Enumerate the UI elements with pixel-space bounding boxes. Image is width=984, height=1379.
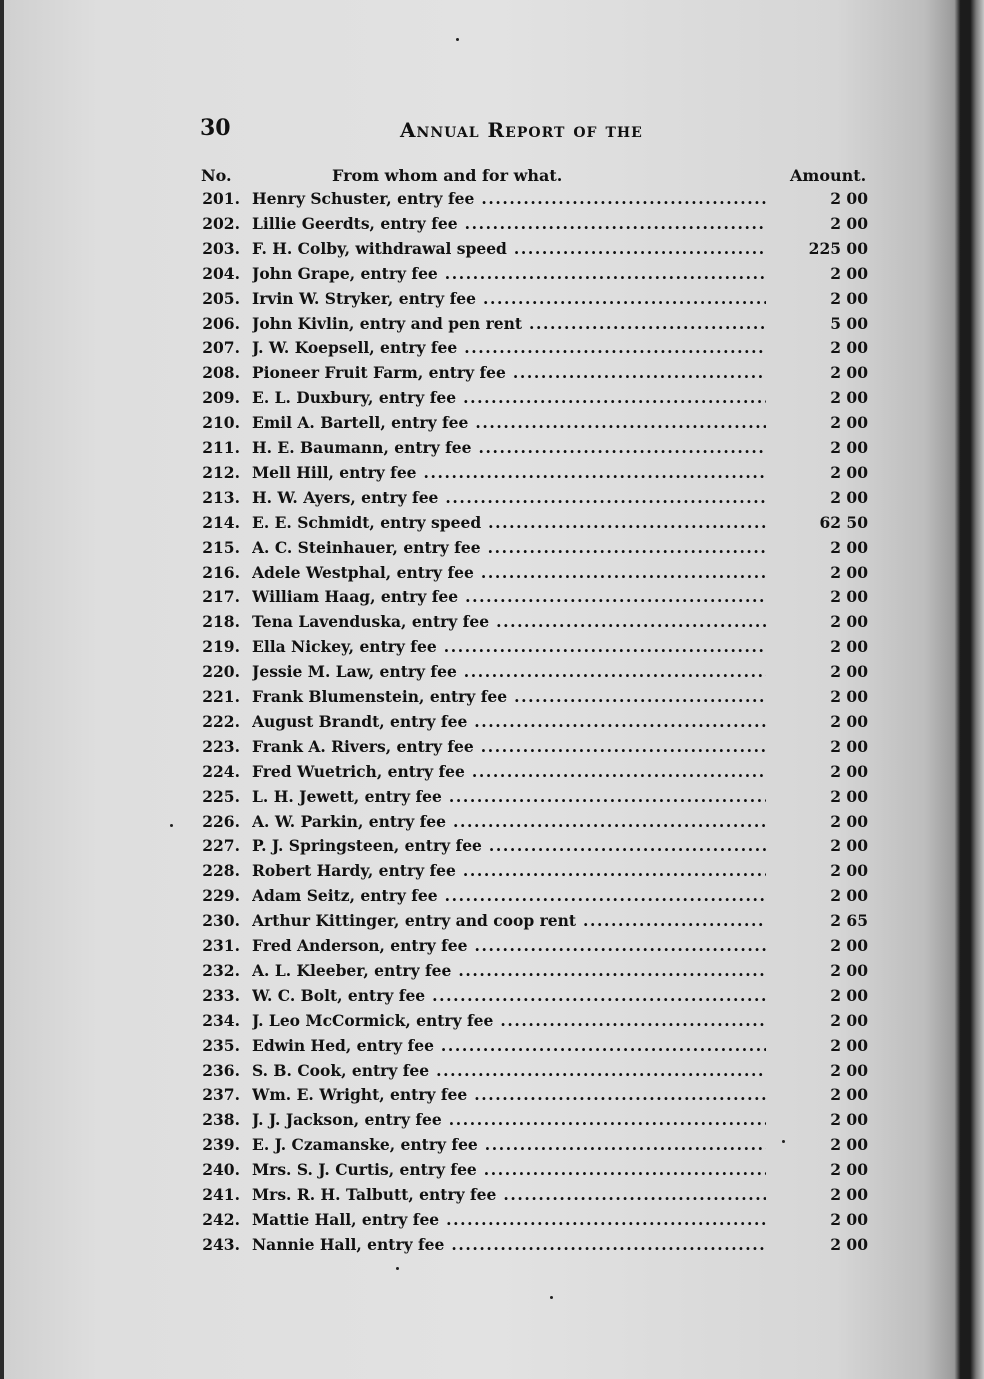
entry-number: 226. — [202, 811, 240, 831]
table-row — [0, 1235, 984, 1257]
entry-number: 240. — [202, 1160, 240, 1180]
entry-amount: 2 00 — [830, 1060, 868, 1080]
entry-description: Adam Seitz, entry fee ..... — [252, 886, 766, 905]
entry-number: 208. — [202, 363, 240, 383]
entry-amount: 2 00 — [830, 263, 868, 283]
entry-amount: 62 50 — [819, 512, 868, 532]
print-speck — [170, 824, 173, 827]
entry-description: H. E. Baumann, entry fee ..... — [252, 438, 766, 457]
entry-description: L. H. Jewett, entry fee ..... — [252, 787, 766, 806]
entry-amount: 2 00 — [830, 1135, 868, 1155]
entry-amount: 2 00 — [830, 761, 868, 781]
entry-description: Mattie Hall, entry fee ..... — [252, 1210, 766, 1229]
table-row — [0, 1160, 984, 1182]
entry-amount: 2 00 — [830, 1085, 868, 1105]
entry-description: Henry Schuster, entry fee ..... — [252, 189, 766, 208]
table-row — [0, 1036, 984, 1058]
entry-number: 217. — [202, 587, 240, 607]
table-row — [0, 1135, 984, 1157]
entry-number: 241. — [202, 1185, 240, 1204]
table-row — [0, 687, 984, 709]
entry-number: 214. — [202, 512, 240, 532]
entry-description: Jessie M. Law, entry fee ..... — [252, 662, 766, 681]
table-row — [0, 861, 984, 883]
entry-number: 207. — [202, 338, 240, 358]
table-row — [0, 413, 984, 435]
entry-amount: 2 00 — [830, 487, 868, 507]
entry-amount: 5 00 — [830, 313, 868, 333]
entry-number: 230. — [202, 911, 240, 931]
entry-description: Edwin Hed, entry fee ..... — [252, 1036, 766, 1055]
table-row — [0, 637, 984, 659]
entry-description: Fred Wuetrich, entry fee ..... — [252, 762, 766, 781]
table-row — [0, 886, 984, 908]
entry-amount: 2 00 — [830, 438, 868, 457]
entry-description: Mell Hill, entry fee ..... — [252, 463, 766, 482]
entry-number: 236. — [202, 1060, 240, 1080]
entry-amount: 2 00 — [830, 637, 868, 657]
entry-description: John Kivlin, entry and pen rent ..... — [252, 314, 766, 333]
table-row — [0, 264, 984, 286]
entry-description: J. J. Jackson, entry fee ..... — [252, 1110, 766, 1129]
entry-number: 204. — [202, 263, 240, 283]
entry-amount: 2 00 — [830, 662, 868, 682]
entry-number: 212. — [202, 462, 240, 482]
print-speck — [782, 1140, 785, 1143]
entry-description: F. H. Colby, withdrawal speed ..... — [252, 239, 766, 258]
entry-amount: 2 00 — [830, 687, 868, 706]
entry-number: 222. — [202, 711, 240, 731]
table-row — [0, 513, 984, 535]
entry-amount: 2 00 — [830, 388, 868, 408]
table-row — [0, 812, 984, 834]
entry-number: 227. — [202, 836, 240, 856]
entry-amount: 2 00 — [830, 960, 868, 980]
entry-amount: 2 00 — [830, 1160, 868, 1180]
table-row — [0, 438, 984, 460]
entry-description: E. J. Czamanske, entry fee ..... — [252, 1135, 766, 1154]
table-row — [0, 214, 984, 236]
table-row — [0, 239, 984, 261]
entry-number: 211. — [202, 438, 240, 457]
entry-number: 229. — [202, 886, 240, 906]
column-header-amount: Amount. — [790, 166, 867, 185]
entry-description: Emil A. Bartell, entry fee ..... — [252, 413, 766, 432]
entry-number: 234. — [202, 1010, 240, 1030]
table-row — [0, 338, 984, 360]
table-row — [0, 1085, 984, 1107]
entry-description: Frank A. Rivers, entry fee ..... — [252, 737, 766, 756]
entry-amount: 2 00 — [830, 1185, 868, 1204]
entry-number: 215. — [202, 537, 240, 557]
entry-amount: 2 00 — [830, 1035, 868, 1055]
entry-amount: 2 00 — [830, 612, 868, 632]
entry-amount: 225 00 — [808, 238, 868, 258]
table-row — [0, 911, 984, 933]
table-row — [0, 762, 984, 784]
entry-number: 242. — [202, 1209, 240, 1229]
table-row — [0, 662, 984, 684]
table-row — [0, 538, 984, 560]
print-speck — [550, 1296, 553, 1299]
entry-amount: 2 00 — [830, 462, 868, 482]
entry-description: P. J. Springsteen, entry fee ..... — [252, 836, 766, 855]
table-row — [0, 612, 984, 634]
entry-number: 228. — [202, 861, 240, 881]
table-row — [0, 712, 984, 734]
table-row — [0, 363, 984, 385]
entry-number: 232. — [202, 960, 240, 980]
entry-amount: 2 00 — [830, 338, 868, 358]
entry-number: 202. — [202, 213, 240, 233]
entry-description: Fred Anderson, entry fee ..... — [252, 936, 766, 955]
entry-description: William Haag, entry fee ..... — [252, 587, 766, 606]
entry-amount: 2 00 — [830, 936, 868, 955]
print-speck — [456, 38, 459, 41]
entry-number: 201. — [202, 189, 240, 208]
entry-number: 243. — [202, 1234, 240, 1254]
table-row — [0, 563, 984, 585]
entry-description: Arthur Kittinger, entry and coop rent ..... — [252, 911, 766, 930]
entry-number: 219. — [202, 637, 240, 657]
entry-amount: 2 00 — [830, 189, 868, 208]
entry-description: August Brandt, entry fee ..... — [252, 712, 766, 731]
entry-amount: 2 00 — [830, 413, 868, 433]
entry-number: 239. — [202, 1135, 240, 1155]
table-row — [0, 787, 984, 809]
entry-amount: 2 00 — [830, 213, 868, 233]
entry-number: 225. — [202, 786, 240, 806]
table-row — [0, 189, 984, 211]
entry-amount: 2 00 — [830, 587, 868, 607]
entry-number: 213. — [202, 487, 240, 507]
running-title: Annual Report of the — [400, 118, 643, 142]
entry-amount: 2 00 — [830, 537, 868, 557]
table-row — [0, 961, 984, 983]
entry-number: 216. — [202, 562, 240, 582]
entry-amount: 2 00 — [830, 288, 868, 308]
page-number: 30 — [200, 115, 231, 141]
print-speck — [396, 1267, 399, 1270]
entry-number: 220. — [202, 662, 240, 682]
column-header-no: No. — [201, 166, 232, 185]
table-row — [0, 1210, 984, 1232]
entry-description: John Grape, entry fee ..... — [252, 264, 766, 283]
entry-description: E. E. Schmidt, entry speed ..... — [252, 513, 766, 532]
table-row — [0, 314, 984, 336]
entry-number: 223. — [202, 736, 240, 756]
entry-amount: 2 00 — [830, 1010, 868, 1030]
table-row — [0, 1011, 984, 1033]
entry-number: 218. — [202, 612, 240, 632]
table-row — [0, 289, 984, 311]
entry-amount: 2 00 — [830, 786, 868, 806]
entry-description: H. W. Ayers, entry fee ..... — [252, 488, 766, 507]
table-row — [0, 463, 984, 485]
table-row — [0, 986, 984, 1008]
entry-amount: 2 00 — [830, 886, 868, 906]
entry-description: A. W. Parkin, entry fee ..... — [252, 812, 766, 831]
entry-number: 238. — [202, 1110, 240, 1130]
entry-description: J. Leo McCormick, entry fee ..... — [252, 1011, 766, 1030]
table-row — [0, 836, 984, 858]
entry-amount: 2 00 — [830, 861, 868, 881]
entry-amount: 2 00 — [830, 836, 868, 856]
table-row — [0, 488, 984, 510]
entry-description: W. C. Bolt, entry fee ..... — [252, 986, 766, 1005]
entry-number: 237. — [202, 1085, 240, 1105]
entry-number: 233. — [202, 985, 240, 1005]
entry-description: Mrs. R. H. Talbutt, entry fee ..... — [252, 1185, 766, 1204]
entry-amount: 2 00 — [830, 711, 868, 731]
table-row — [0, 1185, 984, 1207]
entry-amount: 2 00 — [830, 1110, 868, 1130]
entry-description: J. W. Koepsell, entry fee ..... — [252, 338, 766, 357]
entry-number: 224. — [202, 761, 240, 781]
entry-amount: 2 65 — [830, 911, 868, 931]
entry-description: Lillie Geerdts, entry fee ..... — [252, 214, 766, 233]
entry-amount: 2 00 — [830, 562, 868, 582]
entry-amount: 2 00 — [830, 811, 868, 831]
entry-description: Frank Blumenstein, entry fee ..... — [252, 687, 766, 706]
entry-amount: 2 00 — [830, 1234, 868, 1254]
entry-description: Wm. E. Wright, entry fee ..... — [252, 1085, 766, 1104]
entry-description: Tena Lavenduska, entry fee ..... — [252, 612, 766, 631]
table-row — [0, 936, 984, 958]
entry-description: Nannie Hall, entry fee ..... — [252, 1235, 766, 1254]
table-row — [0, 388, 984, 410]
entry-number: 221. — [202, 687, 240, 706]
entry-number: 206. — [202, 313, 240, 333]
entry-description: Adele Westphal, entry fee ..... — [252, 563, 766, 582]
table-row — [0, 1110, 984, 1132]
entry-description: A. C. Steinhauer, entry fee ..... — [252, 538, 766, 557]
entry-number: 235. — [202, 1035, 240, 1055]
table-row — [0, 587, 984, 609]
entry-number: 231. — [202, 936, 240, 955]
entry-number: 209. — [202, 388, 240, 408]
entry-amount: 2 00 — [830, 363, 868, 383]
column-header-from: From whom and for what. — [332, 166, 563, 185]
table-row — [0, 737, 984, 759]
entry-amount: 2 00 — [830, 1209, 868, 1229]
entry-description: S. B. Cook, entry fee ..... — [252, 1061, 766, 1080]
entry-number: 210. — [202, 413, 240, 433]
entry-description: Robert Hardy, entry fee ..... — [252, 861, 766, 880]
entry-amount: 2 00 — [830, 985, 868, 1005]
entry-description: E. L. Duxbury, entry fee ..... — [252, 388, 766, 407]
entry-description: Pioneer Fruit Farm, entry fee ..... — [252, 363, 766, 382]
entry-description: Ella Nickey, entry fee ..... — [252, 637, 766, 656]
entry-number: 205. — [202, 288, 240, 308]
entry-description: Irvin W. Stryker, entry fee ..... — [252, 289, 766, 308]
entry-description: Mrs. S. J. Curtis, entry fee ..... — [252, 1160, 766, 1179]
entry-number: 203. — [202, 238, 240, 258]
table-row — [0, 1061, 984, 1083]
entry-amount: 2 00 — [830, 736, 868, 756]
entry-description: A. L. Kleeber, entry fee ..... — [252, 961, 766, 980]
